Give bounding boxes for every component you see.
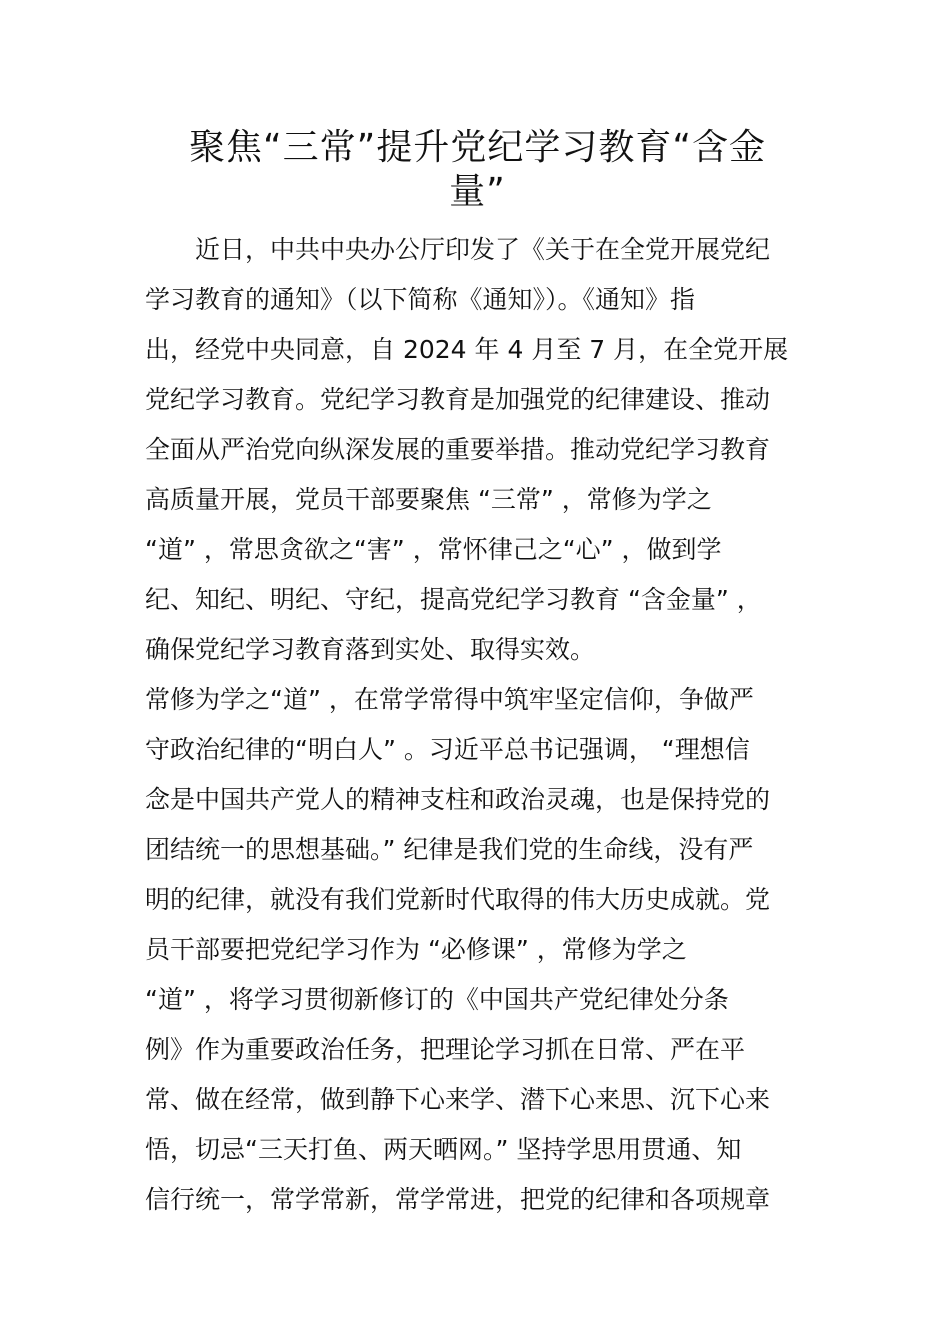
text-line: 纪、知纪、明纪、守纪，提高党纪学习教育 “含金量” ， [145,585,762,614]
text-line: “道” ，将学习贯彻新修订的《中国共产党纪律处分条 [145,985,729,1014]
text-line: 党纪学习教育。党纪学习教育是加强党的纪律建设、推动 [145,385,771,414]
text-line: 例》作为重要政治任务，把理论学习抓在日常、严在平 [145,1035,746,1064]
paragraph-1 [145,225,807,675]
title-line: 聚焦“三常”提升党纪学习教育“含金 [189,127,766,168]
text-line: “道” ，常思贪欲之“害” ，常怀律己之“心” ，做到学 [145,535,722,564]
paragraph-2 [145,675,807,1225]
text-line: 信行统一，常学常新，常学常进，把党的纪律和各项规章 [145,1185,771,1214]
text-line: 学习教育的通知》（以下简称《通知》）。《通知》指 [145,285,696,314]
text-line: 高质量开展，党员干部要聚焦 “三常” ，常修为学之 [145,485,712,514]
document-title [150,126,805,214]
text-line: 近日，中共中央办公厅印发了《关于在全党开展党纪 [145,235,771,264]
title-line: 量” [449,171,506,212]
text-line: 全面从严治党向纵深发展的重要举措。推动党纪学习教育 [145,435,771,464]
text-line: 念是中国共产党人的精神支柱和政治灵魂，也是保持党的 [145,785,771,814]
text-line: 悟，切忌“三天打鱼、两天晒网。” 坚持学思用贯通、知 [145,1135,742,1164]
text-line: 明的纪律，就没有我们党新时代取得的伟大历史成就。党 [145,885,771,914]
text-line: 确保党纪学习教育落到实处、取得实效。 [145,635,596,664]
document-body [145,225,807,1225]
text-line: 出，经党中央同意，自 2024 年 4 月至 7 月，在全党开展 [145,335,789,364]
text-line: 员干部要把党纪学习作为 “必修课” ，常修为学之 [145,935,687,964]
text-line: 团结统一的思想基础。” 纪律是我们党的生命线，没有严 [145,835,754,864]
text-line: 常、做在经常，做到静下心来学、潜下心来思、沉下心来 [145,1085,771,1114]
text-line: 守政治纪律的“明白人” 。习近平总书记强调， “理想信 [145,735,750,764]
text-line: 常修为学之“道” ，在常学常得中筑牢坚定信仰，争做严 [145,685,754,714]
